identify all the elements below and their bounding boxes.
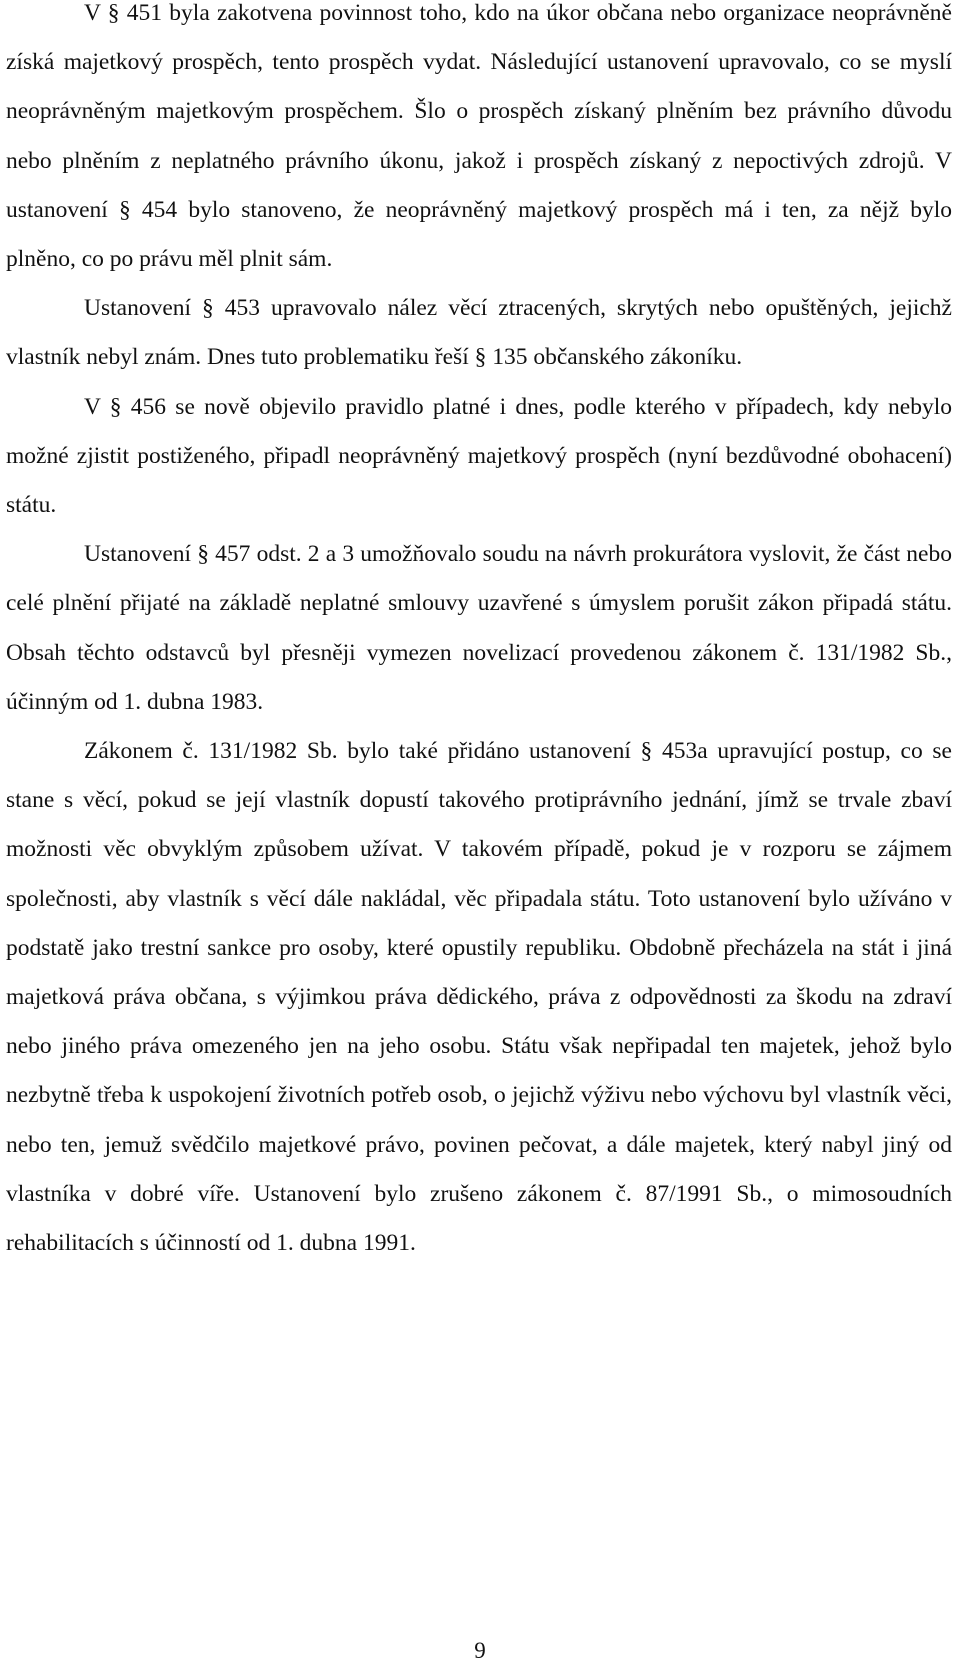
paragraph-453a: Zákonem č. 131/1982 Sb. bylo také přidáno ustanovení § 453a upravující postup, co se stane s věcí, pokud se její vlastník dopustí takového protiprávního jednání, jímž se trvale zbaví možnosti věc obvyklým způsobem užívat. V takovém případě, pokud je v rozporu se zájmem společnosti, aby vlastník s věcí dále nakládal, věc připadala státu. Toto ustanovení bylo užíváno v podstatě jako trestní sankce pro osoby, které opustily republiku. Obdobně přecházela na stát i jiná majetková práva občana, s výjimkou práva dědického, práva z odpovědnosti za škodu na zdraví nebo jiného práva omezeného jen na jeho osobu. Státu však nepřipadal ten majetek, jehož bylo nezbytně třeba k uspokojení životních potřeb osob, o jejichž výživu nebo výchovu byl vlastník věci, nebo ten, jemuž svědčilo majetkové právo, povinen pečovat, a dále majetek, který nabyl jiný od vlastníka v dobré víře. Ustanovení bylo zrušeno zákonem č. 87/1991 Sb., o mimosoudních rehabilitacích s účinností od 1. dubna 1991.	[6, 738, 952, 1257]
paragraph-456: V § 456 se nově objevilo pravidlo platné i dnes, podle kterého v případech, kdy nebylo možné zjistit postiženého, připadl neoprávněný majetkový prospěch (nyní bezdůvodné obohacení) státu.	[6, 393, 952, 519]
page-number: 9	[474, 1638, 486, 1663]
document-page	[6, 0, 952, 1268]
paragraph-451: V § 451 byla zakotvena povinnost toho, kdo na úkor občana nebo organizace neoprávněně získá majetkový prospěch, tento prospěch vydat. Následující ustanovení upravovalo, co se myslí neoprávněným majetkovým prospěchem. Šlo o prospěch získaný plněním bez právního důvodu nebo plněním z neplatného právního úkonu, jakož i prospěch získaný z nepoctivých zdrojů. V ustanovení § 454 bylo stanoveno, že neoprávněný majetkový prospěch má i ten, za nějž bylo plněno, co po právu měl plnit sám.	[6, 0, 952, 273]
paragraph-453: Ustanovení § 453 upravovalo nález věcí ztracených, skrytých nebo opuštěných, jejichž vlastník nebyl znám. Dnes tuto problematiku řeší § 135 občanského zákoníku.	[6, 295, 952, 371]
paragraph-457: Ustanovení § 457 odst. 2 a 3 umožňovalo soudu na návrh prokurátora vyslovit, že část nebo celé plnění přijaté na základě neplatné smlouvy uzavřené s úmyslem porušit zákon připadá státu. Obsah těchto odstavců byl přesněji vymezen novelizací provedenou zákonem č. 131/1982 Sb., účinným od 1. dubna 1983.	[6, 541, 952, 715]
